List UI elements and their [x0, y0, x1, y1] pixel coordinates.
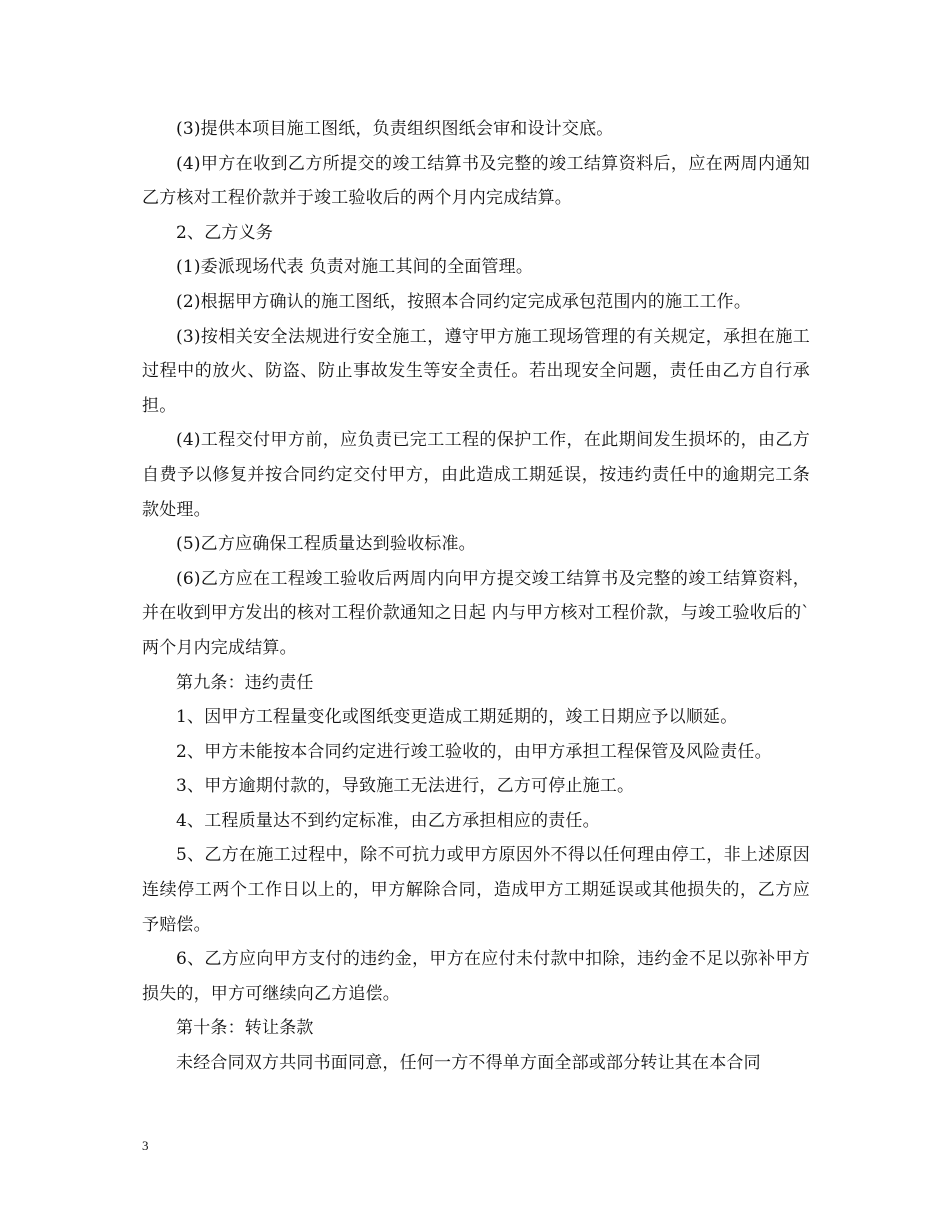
- page-number: 3: [142, 1138, 149, 1153]
- paragraph: 5、乙方在施工过程中，除不可抗力或甲方原因外不得以任何理由停工，非上述原因连续停工两个工作日以上的，甲方解除合同，造成甲方工期延误或其他损失的，乙方应予赔偿。: [142, 845, 810, 935]
- paragraph: (6)乙方应在工程竣工验收后两周内向甲方提交竣工结算书及完整的竣工结算资料，并在收到甲方发出的核对工程价款通知之日起 内与甲方核对工程价款，与竣工验收后的`两个月内完成结算。: [142, 568, 810, 658]
- paragraph: 未经合同双方共同书面同意，任何一方不得单方面全部或部分转让其在本合同: [176, 1053, 761, 1074]
- article-heading: 第十条：转让条款: [176, 1018, 314, 1039]
- paragraph: (3)按相关安全法规进行安全施工，遵守甲方施工现场管理的有关规定，承担在施工过程中的放火、防盗、防止事故发生等安全责任。若出现安全问题，责任由乙方自行承担。: [142, 326, 810, 416]
- paragraph: 1、因甲方工程量变化或图纸变更造成工期延期的，竣工日期应予以顺延。: [176, 707, 738, 728]
- paragraph: (4)工程交付甲方前，应负责已完工工程的保护工作，在此期间发生损坏的，由乙方自费予以修复并按合同约定交付甲方，由此造成工期延误，按违约责任中的逾期完工条款处理。: [142, 430, 810, 520]
- article-heading: 第九条：违约责任: [176, 672, 314, 693]
- paragraph: 3、甲方逾期付款的，导致施工无法进行，乙方可停止施工。: [176, 776, 635, 797]
- paragraph: (4)甲方在收到乙方所提交的竣工结算书及完整的竣工结算资料后，应在两周内通知乙方核对工程价款并于竣工验收后的两个月内完成结算。: [142, 153, 810, 209]
- paragraph: (2)根据甲方确认的施工图纸，按照本合同约定完成承包范围内的施工工作。: [176, 291, 752, 312]
- paragraph: 6、乙方应向甲方支付的违约金，甲方在应付未付款中扣除，违约金不足以弥补甲方损失的，甲方可继续向乙方追偿。: [142, 949, 810, 1004]
- paragraph: (1)委派现场代表 负责对施工其间的全面管理。: [176, 257, 534, 278]
- paragraph: 2、甲方未能按本合同约定进行竣工验收的，由甲方承担工程保管及风险责任。: [176, 741, 772, 762]
- paragraph: (5)乙方应确保工程质量达到验收标准。: [176, 534, 476, 555]
- document-body: [142, 112, 810, 1081]
- paragraph: (3)提供本项目施工图纸，负责组织图纸会审和设计交底。: [176, 119, 614, 139]
- section-heading: 2、乙方义务: [176, 222, 274, 243]
- paragraph: 4、工程质量达不到约定标准，由乙方承担相应的责任。: [176, 810, 600, 831]
